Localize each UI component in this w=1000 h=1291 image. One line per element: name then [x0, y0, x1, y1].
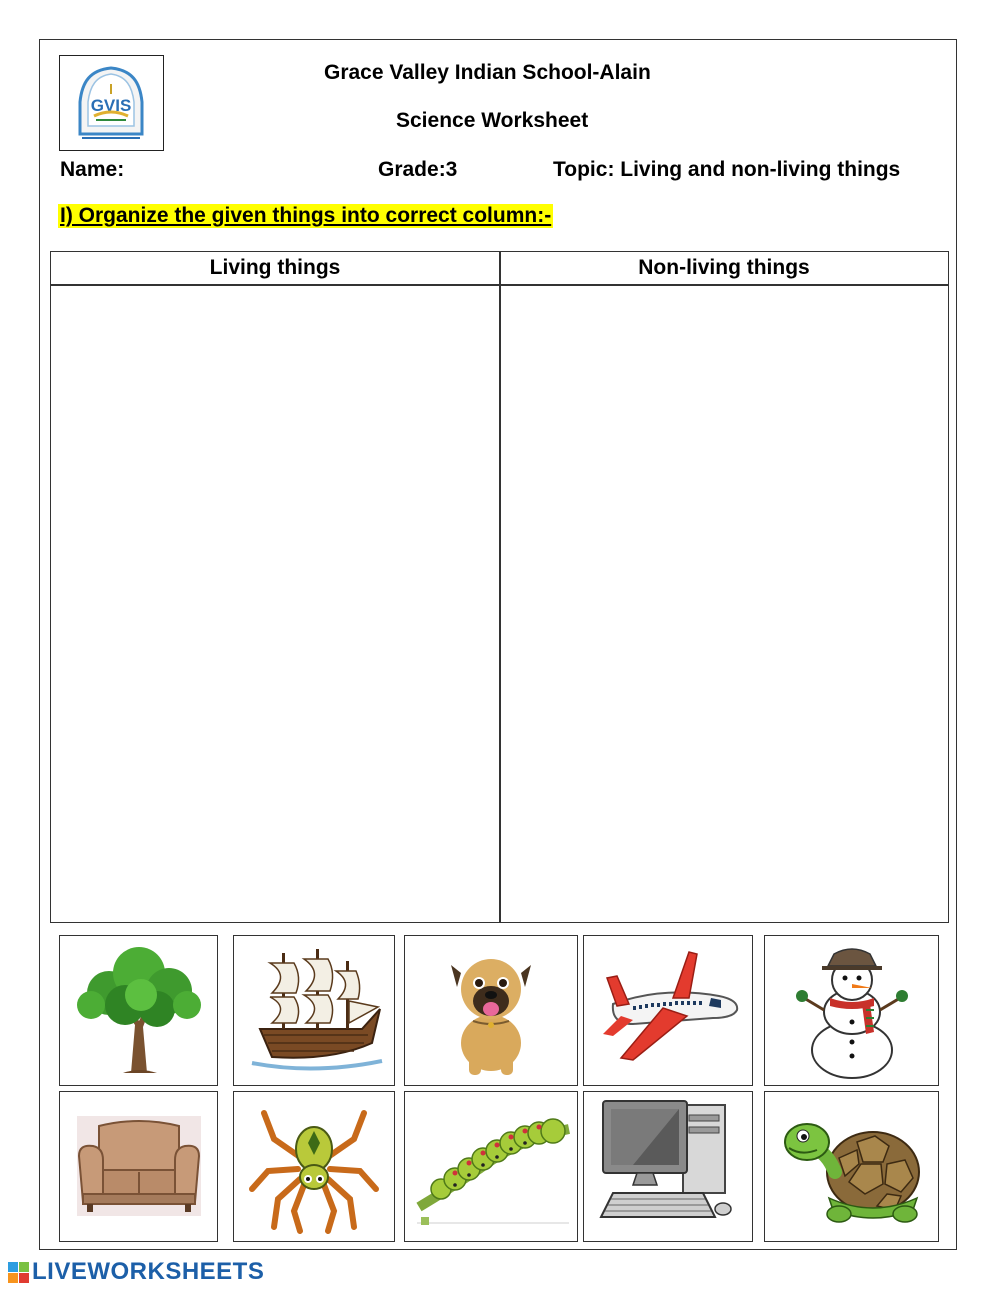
non-living-things-header: Non-living things	[638, 256, 810, 279]
card-snowman[interactable]	[764, 935, 939, 1086]
card-ship[interactable]	[233, 935, 395, 1086]
ship-icon	[242, 943, 387, 1078]
liveworksheets-logo	[8, 1258, 264, 1286]
caterpillar-icon	[409, 1099, 574, 1234]
card-turtle[interactable]	[764, 1091, 939, 1242]
card-airplane[interactable]	[583, 935, 753, 1086]
living-things-header: Living things	[209, 256, 341, 279]
name-label: Name:	[60, 158, 125, 181]
computer-icon	[593, 1097, 743, 1237]
spider-icon	[244, 1099, 384, 1234]
living-things-drop-zone[interactable]	[51, 286, 498, 921]
dog-icon	[421, 943, 561, 1078]
card-spider[interactable]	[233, 1091, 395, 1242]
card-computer[interactable]	[583, 1091, 753, 1242]
card-tree[interactable]	[59, 935, 218, 1086]
liveworksheets-brand-text: LIVEWORKSHEETS	[32, 1258, 265, 1285]
non-living-things-drop-zone[interactable]	[501, 286, 947, 921]
snowman-icon	[782, 942, 922, 1080]
school-name: Grace Valley Indian School-Alain	[324, 61, 651, 84]
card-sofa[interactable]	[59, 1091, 218, 1242]
airplane-icon	[593, 946, 743, 1076]
tree-icon	[69, 943, 209, 1078]
turtle-icon	[777, 1102, 927, 1232]
worksheet-title: Science Worksheet	[396, 109, 589, 132]
sofa-icon	[69, 1112, 209, 1222]
sorting-table	[50, 251, 949, 923]
card-caterpillar[interactable]	[404, 1091, 578, 1242]
instruction-text: I) Organize the given things into correct column:-	[60, 204, 552, 227]
svg-text:GVIS: GVIS	[90, 96, 132, 115]
school-logo	[59, 55, 164, 151]
topic-label: Topic: Living and non-living things	[553, 158, 901, 181]
liveworksheets-squares-icon	[8, 1262, 29, 1283]
card-dog[interactable]	[404, 935, 578, 1086]
grade-label: Grade:3	[378, 158, 458, 181]
